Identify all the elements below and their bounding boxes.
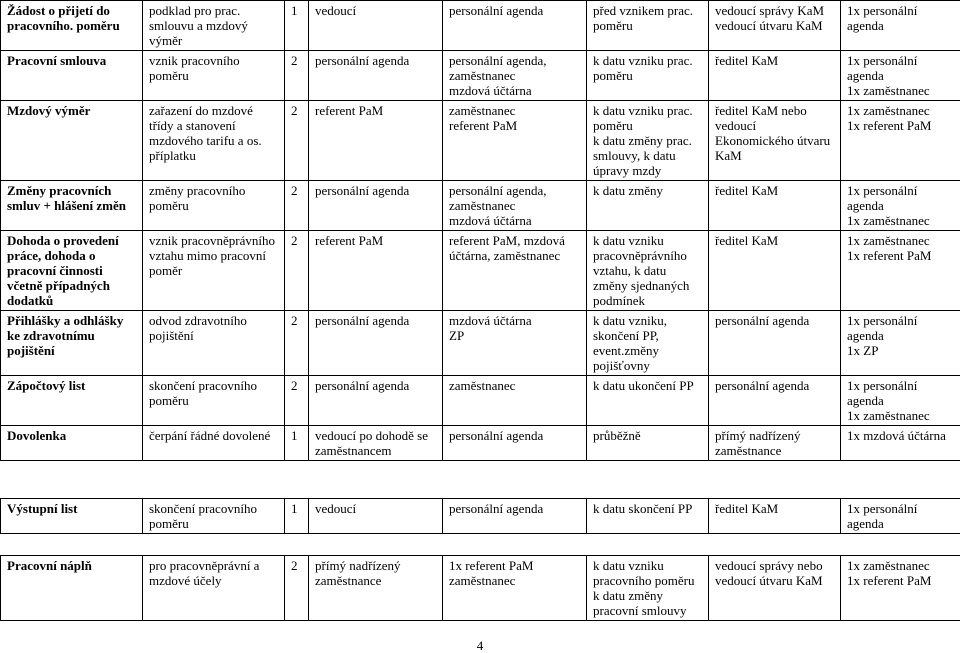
document-when: k datu změny	[587, 181, 708, 200]
document-storage: 1x personální agenda 1x zaměstnanec	[841, 51, 960, 100]
document-when: k datu vzniku prac. poměru k datu změny prac. smlouvy, k datu úpravy mzdy	[587, 101, 708, 180]
table-row	[1, 426, 960, 461]
document-purpose: čerpání řádné dovolené	[143, 426, 284, 445]
document-recipient: personální agenda, zaměstnanec mzdová účtárna	[443, 181, 586, 230]
copies-count: 2	[285, 556, 308, 575]
document-recipient: 1x referent PaM zaměstnanec	[443, 556, 586, 590]
document-when: k datu ukončení PP	[587, 376, 708, 395]
document-storage: 1x zaměstnanec 1x referent PaM	[841, 231, 960, 265]
copies-count: 2	[285, 231, 308, 250]
document-approves: vedoucí správy KaM vedoucí útvaru KaM	[709, 1, 840, 35]
document-when: k datu vzniku prac. poměru	[587, 51, 708, 85]
document-storage: 1x personální agenda	[841, 499, 960, 533]
document-creator: referent PaM	[309, 231, 442, 250]
document-approves: personální agenda	[709, 376, 840, 395]
document-approves: ředitel KaM	[709, 499, 840, 518]
copies-count: 2	[285, 311, 308, 330]
document-creator: vedoucí	[309, 499, 442, 518]
document-creator: personální agenda	[309, 51, 442, 70]
copies-count: 2	[285, 101, 308, 120]
document-recipient: mzdová účtárna ZP	[443, 311, 586, 345]
document-purpose: vznik pracovního poměru	[143, 51, 284, 85]
document-recipient: personální agenda	[443, 1, 586, 20]
document-name: Přihlášky a odhlášky ke zdravotnímu pojištění	[1, 311, 142, 360]
document-storage: 1x personální agenda 1x zaměstnanec	[841, 376, 960, 425]
document-purpose: skončení pracovního poměru	[143, 376, 284, 410]
document-when: průběžně	[587, 426, 708, 445]
table-row	[1, 376, 960, 426]
document-purpose: zařazení do mzdové třídy a stanovení mzdového tarifu a os. příplatku	[143, 101, 284, 165]
document-name: Zápočtový list	[1, 376, 142, 395]
document-storage: 1x personální agenda 1x zaměstnanec	[841, 181, 960, 230]
table-row	[1, 556, 960, 621]
document-when: k datu skončení PP	[587, 499, 708, 518]
table-row	[1, 181, 960, 231]
document-approves: přímý nadřízený zaměstnance	[709, 426, 840, 460]
document-approves: ředitel KaM	[709, 51, 840, 70]
document-purpose: odvod zdravotního pojištění	[143, 311, 284, 345]
document-recipient: zaměstnanec	[443, 376, 586, 395]
document-recipient: referent PaM, mzdová účtárna, zaměstnanec	[443, 231, 586, 265]
copies-count: 2	[285, 376, 308, 395]
document-creator: vedoucí po dohodě se zaměstnancem	[309, 426, 442, 460]
copies-count: 1	[285, 426, 308, 445]
document-storage: 1x personální agenda 1x ZP	[841, 311, 960, 360]
document-creator: personální agenda	[309, 376, 442, 395]
document-storage: 1x personální agenda	[841, 1, 960, 35]
document-name: Výstupní list	[1, 499, 142, 518]
document-purpose: vznik pracovněprávního vztahu mimo pracovní poměr	[143, 231, 284, 280]
document-purpose: změny pracovního poměru	[143, 181, 284, 215]
document-name: Dovolenka	[1, 426, 142, 445]
document-approves: vedoucí správy nebo vedoucí útvaru KaM	[709, 556, 840, 590]
copies-count: 2	[285, 51, 308, 70]
document-recipient: personální agenda, zaměstnanec mzdová účtárna	[443, 51, 586, 100]
table-row	[1, 311, 960, 376]
table-row	[1, 51, 960, 101]
document-recipient: personální agenda	[443, 499, 586, 518]
document-recipient: personální agenda	[443, 426, 586, 445]
job-description-table	[0, 555, 960, 621]
table-row	[1, 499, 960, 534]
document-approves: ředitel KaM	[709, 181, 840, 200]
document-approves: ředitel KaM nebo vedoucí Ekonomického útvaru KaM	[709, 101, 840, 165]
table-row	[1, 101, 960, 181]
document-storage: 1x mzdová účtárna	[841, 426, 960, 445]
document-creator: referent PaM	[309, 101, 442, 120]
document-creator: vedoucí	[309, 1, 442, 20]
copies-count: 1	[285, 499, 308, 518]
page-number: 4	[0, 638, 960, 653]
document-purpose: pro pracovněprávní a mzdové účely	[143, 556, 284, 590]
document-approves: ředitel KaM	[709, 231, 840, 250]
document-purpose: skončení pracovního poměru	[143, 499, 284, 533]
document-storage: 1x zaměstnanec 1x referent PaM	[841, 556, 960, 590]
document-creator: personální agenda	[309, 311, 442, 330]
table-row	[1, 231, 960, 311]
document-name: Žádost o přijetí do pracovního. poměru	[1, 1, 142, 35]
document-when: k datu vzniku pracovního poměru k datu změny pracovní smlouvy	[587, 556, 708, 620]
document-recipient: zaměstnanec referent PaM	[443, 101, 586, 135]
copies-count: 1	[285, 1, 308, 20]
exit-table	[0, 498, 960, 534]
document-purpose: podklad pro prac. smlouvu a mzdový výměr	[143, 1, 284, 50]
document-creator: personální agenda	[309, 181, 442, 200]
copies-count: 2	[285, 181, 308, 200]
document-when: před vznikem prac. poměru	[587, 1, 708, 35]
table-row	[1, 1, 960, 51]
document-name: Pracovní smlouva	[1, 51, 142, 70]
document-creator: přímý nadřízený zaměstnance	[309, 556, 442, 590]
document-name: Změny pracovních smluv + hlášení změn	[1, 181, 142, 215]
document-when: k datu vzniku pracovněprávního vztahu, k datu změny sjednaných podmínek	[587, 231, 708, 310]
document-name: Pracovní náplň	[1, 556, 142, 575]
document-storage: 1x zaměstnanec 1x referent PaM	[841, 101, 960, 135]
document-approves: personální agenda	[709, 311, 840, 330]
document-name: Mzdový výměr	[1, 101, 142, 120]
document-when: k datu vzniku, skončení PP, event.změny pojišťovny	[587, 311, 708, 375]
document-name: Dohoda o provedení práce, dohoda o pracovní činnosti včetně případných dodatků	[1, 231, 142, 310]
